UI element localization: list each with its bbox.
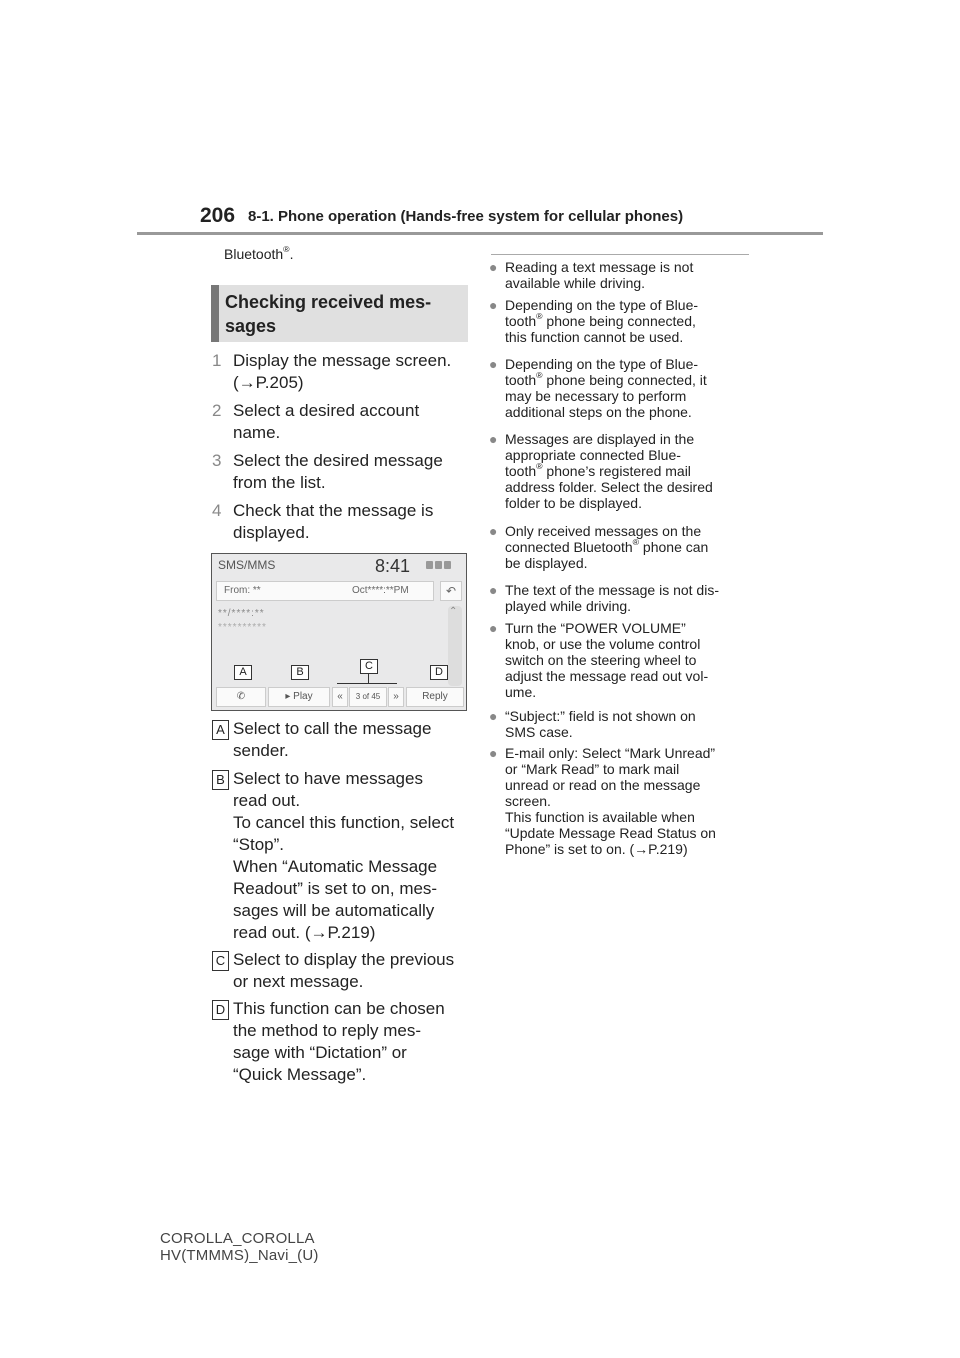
note-line: switch on the steering wheel to [505,652,697,668]
step-text: name. [233,423,281,442]
note-line: This function is available when [505,809,695,825]
step-text: Display the message screen. [233,351,452,370]
description-b [233,768,471,944]
callout-line [368,674,369,683]
note-line: may be necessary to perform [505,388,687,404]
step-number: 1 [212,351,222,370]
description-line: Select to display the previous [233,950,455,969]
step-text: from the list. [233,473,326,492]
screen-clock: 8:41 [375,556,411,576]
description-d [233,998,471,1086]
step-text: Check that the message is [233,501,434,520]
bullet-icon: ● [489,523,498,539]
description-line: Select to call the message [233,719,432,738]
description-line: the method to reply mes- [233,1021,422,1040]
description-c [233,949,471,993]
callout-bracket [337,683,397,684]
lead-word: Bluetooth [224,246,284,262]
note-line: “Subject:” field is not shown on [505,708,696,724]
callout-label-c: C [360,659,378,674]
step-text: (→P.205) [233,373,304,392]
note-line: Only received messages on the [505,523,702,539]
scrollbar[interactable] [448,606,462,686]
date-field: Oct****:**PM [352,585,409,596]
label-a: A [212,720,229,740]
step-text: Select a desired account [233,401,420,420]
note-line: tooth® phone being connected, it [505,370,707,388]
note-line: tooth® phone’s registered mail [505,461,691,479]
section-heading [211,285,468,342]
bullet-icon: ● [489,708,498,724]
registered-mark: ® [283,244,290,255]
note-line: Reading a text message is not [505,259,694,275]
label-d: D [212,1000,229,1020]
note-line: Depending on the type of Blue- [505,356,699,372]
description-line: sender. [233,741,289,760]
note-line: Phone” is set to on. (→P.219) [505,841,688,857]
note-line: address folder. Select the desired [505,479,713,495]
note-line: or “Mark Read” to mark mail [505,761,680,777]
step-text: displayed. [233,523,310,542]
label-c: C [212,951,229,971]
bullet-icon: ● [489,582,498,598]
callout-label-b: B [291,665,309,680]
next-message-button[interactable]: » [388,687,404,707]
lead-text [224,246,293,262]
step-number: 4 [212,501,222,520]
back-arrow-icon[interactable]: ↶ [440,581,462,601]
note-line: appropriate connected Blue- [505,447,681,463]
description-line: “Quick Message”. [233,1065,367,1084]
description-a [233,718,471,762]
message-body: ********** [218,622,267,633]
heading-text [225,290,465,338]
label-b: B [212,770,229,790]
description-line: sages will be automatically [233,901,435,920]
bullet-icon: ● [489,259,498,275]
note-line: this function cannot be used. [505,329,684,345]
footer-model-code [160,1230,319,1264]
previous-message-button[interactable]: « [332,687,348,707]
note-line: screen. [505,793,551,809]
note-line: played while driving. [505,598,632,614]
notes-rule [491,254,749,255]
callout-label-d: D [430,665,448,680]
message-counter: 3 of 45 [349,687,387,707]
battery-icon [435,561,442,569]
heading-accent-bar [211,285,219,342]
note-line: Turn the “POWER VOLUME” [505,620,686,636]
note-line: connected Bluetooth® phone can [505,537,709,555]
bullet-icon: ● [489,745,498,761]
heading-line: sages [225,316,277,336]
screen-title: SMS/MMS [218,558,276,572]
description-line: Select to have messages [233,769,423,788]
bullet-icon: ● [489,620,498,636]
note-line: The text of the message is not dis- [505,582,719,598]
note-line: additional steps on the phone. [505,404,692,420]
description-line: sage with “Dictation” or [233,1043,407,1062]
reply-button[interactable]: Reply [406,687,464,707]
message-screen-illustration [211,553,467,711]
bullet-icon: ● [489,297,498,313]
description-line: read out. (→P.219) [233,923,376,942]
description-line: Readout” is set to on, mes- [233,879,438,898]
note-line: adjust the message read out vol- [505,668,709,684]
footer-line: COROLLA_COROLLA [160,1230,315,1247]
description-line: This function can be chosen [233,999,445,1018]
message-body: **/****:** [218,608,265,619]
bullet-icon: ● [489,431,498,447]
step-number: 2 [212,401,222,420]
step-text: Select the desired message [233,451,443,470]
note-line: unread or read on the message [505,777,701,793]
footer-line: HV(TMMMS)_Navi_(U) [160,1247,319,1264]
note-line: available while driving. [505,275,646,291]
note-line: SMS case. [505,724,573,740]
header-rule [137,232,823,235]
note-line: be displayed. [505,555,588,571]
from-field: From: ** [224,585,261,596]
status-icons [426,561,464,571]
note-line: Messages are displayed in the [505,431,695,447]
description-line: “Stop”. [233,835,285,854]
description-line: When “Automatic Message [233,857,438,876]
note-line: ume. [505,684,537,700]
signal-icon [426,561,433,569]
note-line: folder to be displayed. [505,495,642,511]
description-line: To cancel this function, select [233,813,455,832]
heading-line: Checking received mes- [225,292,432,312]
lead-period: . [289,246,294,262]
note-line: tooth® phone being connected, [505,311,696,329]
page-number: 206 [200,204,236,227]
note-line: E-mail only: Select “Mark Unread” [505,745,716,761]
callout-label-a: A [234,665,252,680]
note-line: Depending on the type of Blue- [505,297,699,313]
play-button[interactable]: ▸ Play [268,687,330,707]
bullet-icon: ● [489,356,498,372]
step-number: 3 [212,451,222,470]
note-line: “Update Message Read Status on [505,825,716,841]
description-line: read out. [233,791,301,810]
scroll-up-icon[interactable]: ⌃ [449,606,458,617]
call-icon[interactable]: ✆ [216,687,266,707]
description-line: or next message. [233,972,364,991]
section-title: 8-1. Phone operation (Hands-free system for cellular phones) [248,208,684,225]
bluetooth-icon [444,561,451,569]
note-line: knob, or use the volume control [505,636,701,652]
